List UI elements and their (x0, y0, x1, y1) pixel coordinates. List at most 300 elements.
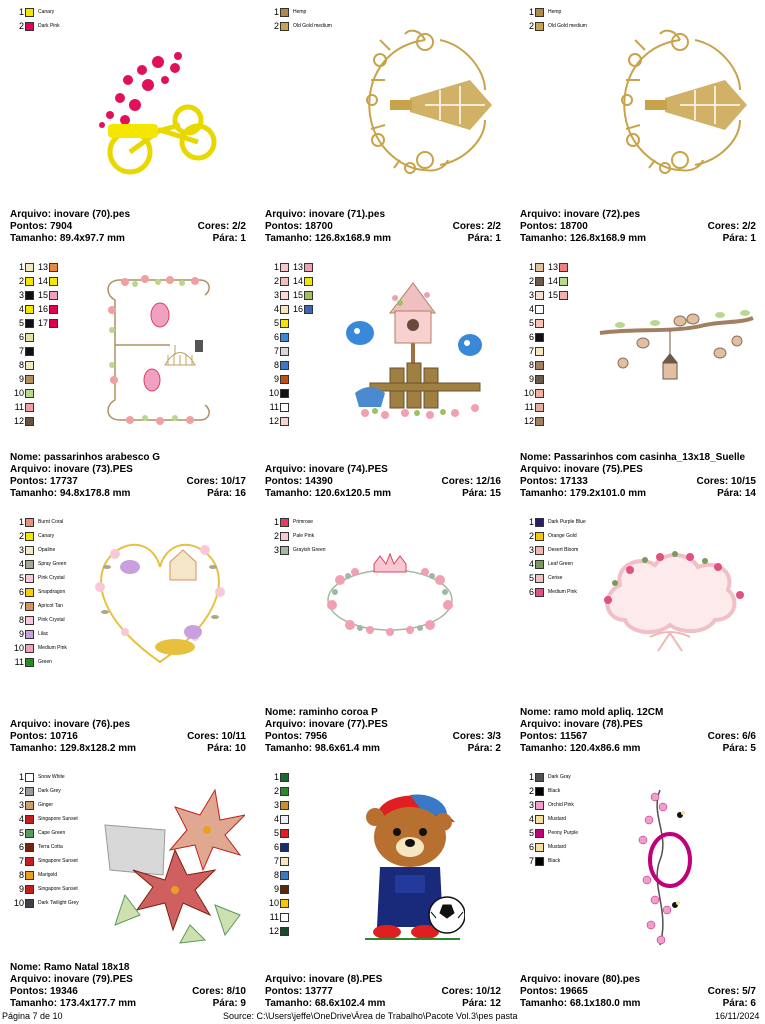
color-swatch (25, 843, 34, 852)
color-legend (14, 261, 34, 429)
stop-count: Pára: 14 (717, 488, 756, 499)
design-name: Nome: raminho coroa P (265, 707, 378, 718)
color-index: 12 (269, 416, 280, 426)
color-index: 2 (528, 276, 534, 286)
color-swatch (280, 277, 289, 286)
design-cell (510, 255, 765, 510)
design-size: Tamanho: 98.6x61.4 mm (265, 743, 380, 754)
color-index: 5 (528, 828, 534, 838)
color-swatch-row (269, 516, 326, 528)
color-swatch-row (14, 600, 67, 612)
color-swatch-row (269, 289, 289, 301)
color-index: 9 (273, 884, 279, 894)
color-index: 2 (18, 531, 24, 541)
color-swatch-row (269, 841, 289, 853)
color-swatch-row (269, 373, 289, 385)
color-swatch-row (524, 401, 544, 413)
color-swatch (280, 263, 289, 272)
color-name: Orange Gold (548, 533, 577, 539)
design-cell (255, 765, 510, 1020)
color-name: Primrose (293, 519, 314, 525)
color-swatch-row (14, 799, 79, 811)
color-swatch-row (293, 261, 313, 273)
stitch-count: Pontos: 19346 (10, 986, 78, 997)
stitch-count: Pontos: 18700 (520, 221, 588, 232)
color-swatch (535, 8, 544, 17)
color-swatch (535, 417, 544, 426)
color-swatch (25, 602, 34, 611)
color-swatch-row (269, 20, 332, 32)
color-index: 9 (528, 374, 534, 384)
color-swatch (535, 291, 544, 300)
color-legend (524, 771, 578, 869)
embroidery-preview-image (85, 532, 235, 677)
color-legend (14, 516, 67, 670)
color-swatch-row (269, 261, 289, 273)
color-index: 15 (548, 290, 559, 300)
color-swatch-row (14, 869, 79, 881)
color-swatch (535, 277, 544, 286)
color-swatch (559, 291, 568, 300)
color-swatch (25, 347, 34, 356)
color-swatch (25, 305, 34, 314)
stitch-count: Pontos: 14390 (265, 476, 333, 487)
embroidery-preview-image (95, 785, 245, 950)
color-swatch-row (293, 289, 313, 301)
color-index: 3 (528, 290, 534, 300)
color-name: Medium Pink (548, 589, 577, 595)
design-size: Tamanho: 126.8x168.9 mm (265, 233, 391, 244)
color-swatch-row (14, 813, 79, 825)
color-name: Medium Pink (38, 645, 67, 651)
color-name: Snapdragon (38, 589, 66, 595)
color-swatch-row (524, 841, 578, 853)
color-swatch (280, 546, 289, 555)
color-index: 12 (14, 416, 25, 426)
color-swatch (535, 787, 544, 796)
color-index: 1 (18, 7, 24, 17)
color-index: 8 (273, 360, 279, 370)
color-swatch (304, 305, 313, 314)
color-swatch-row (524, 345, 544, 357)
color-name: Dark Purple Blue (548, 519, 586, 525)
color-count: Cores: 5/7 (707, 986, 756, 997)
color-name: Singapore Sunset (38, 858, 78, 864)
color-swatch-row (14, 20, 60, 32)
design-name: Nome: ramo mold apliq. 12CM (520, 707, 664, 718)
color-name: Marigold (38, 872, 58, 878)
color-index: 2 (18, 786, 24, 796)
stitch-count: Pontos: 19665 (520, 986, 588, 997)
color-name: Old Gold medium (293, 23, 332, 29)
embroidery-preview-image (625, 785, 695, 955)
design-cell (255, 0, 510, 255)
color-swatch (49, 305, 58, 314)
color-swatch-row (269, 813, 289, 825)
color-swatch-row (14, 897, 79, 909)
stitch-count: Pontos: 10716 (10, 731, 78, 742)
color-name: Lilac (38, 631, 49, 637)
design-name: Nome: passarinhos arabesco G (10, 452, 161, 463)
color-index: 11 (14, 402, 24, 412)
color-swatch-row (14, 572, 67, 584)
color-swatch (280, 291, 289, 300)
stitch-count: Pontos: 7956 (265, 731, 328, 742)
stop-count: Pára: 10 (207, 743, 246, 754)
color-swatch-row (14, 656, 67, 668)
color-swatch-row (14, 544, 67, 556)
color-swatch (535, 347, 544, 356)
color-swatch (280, 375, 289, 384)
design-size: Tamanho: 68.1x180.0 mm (520, 998, 641, 1009)
color-index: 6 (528, 332, 534, 342)
design-cell (510, 510, 765, 765)
color-swatch (280, 305, 289, 314)
color-swatch (25, 871, 34, 880)
color-name: Terra Cotta (38, 844, 63, 850)
color-name: Cerise (548, 575, 563, 581)
color-name: Peony Purple (548, 830, 579, 836)
color-index: 1 (18, 262, 24, 272)
color-index: 7 (273, 346, 279, 356)
color-swatch-row (269, 785, 289, 797)
color-swatch-row (14, 785, 79, 797)
color-index: 5 (528, 318, 534, 328)
color-swatch-row (524, 6, 587, 18)
color-index: 9 (18, 374, 24, 384)
color-swatch-row (14, 827, 79, 839)
color-swatch (535, 546, 544, 555)
color-swatch (280, 518, 289, 527)
color-swatch (535, 843, 544, 852)
color-name: Mustard (548, 816, 567, 822)
design-info (10, 452, 246, 500)
color-name: Hemp (293, 9, 307, 15)
color-name: Canary (38, 533, 55, 539)
color-index: 8 (18, 615, 24, 625)
color-swatch-row (14, 345, 34, 357)
color-swatch-row (269, 925, 289, 937)
color-count: Cores: 3/3 (452, 731, 501, 742)
color-name: Opaline (38, 547, 56, 553)
color-swatch (535, 560, 544, 569)
color-swatch (25, 333, 34, 342)
stop-count: Pára: 1 (212, 233, 246, 244)
color-swatch (535, 829, 544, 838)
color-index: 7 (18, 601, 24, 611)
color-swatch-row (38, 317, 58, 329)
design-size: Tamanho: 173.4x177.7 mm (10, 998, 136, 1009)
stitch-count: Pontos: 13777 (265, 986, 333, 997)
color-swatch-row (14, 614, 67, 626)
color-swatch-row (524, 813, 578, 825)
color-swatch-row (14, 289, 34, 301)
design-cell (510, 0, 765, 255)
design-name: Nome: Passarinhos com casinha_13x18_Suelle (520, 452, 746, 463)
color-swatch-row (14, 586, 67, 598)
color-index: 9 (18, 884, 24, 894)
color-index: 6 (18, 587, 24, 597)
color-index: 14 (548, 276, 559, 286)
color-swatch-row (269, 6, 332, 18)
color-index: 12 (269, 926, 280, 936)
color-swatch (280, 319, 289, 328)
color-swatch-row (269, 345, 289, 357)
color-swatch (25, 291, 34, 300)
embroidery-preview-image (355, 787, 465, 952)
color-name: Snow White (38, 774, 65, 780)
color-index: 11 (14, 657, 24, 667)
color-swatch (25, 857, 34, 866)
design-cell (255, 510, 510, 765)
embroidery-preview-image (100, 270, 220, 435)
color-swatch-row (269, 359, 289, 371)
color-swatch (280, 829, 289, 838)
color-swatch (535, 319, 544, 328)
stitch-count: Pontos: 11567 (520, 731, 588, 742)
color-swatch (25, 773, 34, 782)
color-index: 6 (528, 842, 534, 852)
color-swatch-row (14, 317, 34, 329)
color-swatch-row (14, 6, 60, 18)
color-index: 5 (18, 573, 24, 583)
color-index: 15 (38, 290, 49, 300)
color-count: Cores: 8/10 (192, 986, 246, 997)
color-index: 2 (528, 531, 534, 541)
color-swatch (49, 291, 58, 300)
design-cell (0, 765, 255, 1020)
design-size: Tamanho: 120.4x86.6 mm (520, 743, 641, 754)
color-swatch (304, 291, 313, 300)
color-index: 1 (273, 772, 279, 782)
color-count: Cores: 2/2 (707, 221, 756, 232)
color-index: 10 (269, 388, 280, 398)
color-index: 3 (273, 545, 279, 555)
color-index: 15 (293, 290, 304, 300)
color-name: Singapore Sunset (38, 886, 78, 892)
color-index: 1 (528, 517, 534, 527)
color-swatch (280, 927, 289, 936)
color-swatch (25, 899, 34, 908)
color-swatch-row (524, 387, 544, 399)
color-swatch (25, 560, 34, 569)
color-swatch (280, 857, 289, 866)
color-swatch-row (14, 771, 79, 783)
color-swatch (25, 389, 34, 398)
color-swatch-row (524, 586, 586, 598)
color-index: 4 (18, 814, 24, 824)
color-index: 2 (528, 786, 534, 796)
color-index: 3 (18, 290, 24, 300)
color-swatch-row (269, 799, 289, 811)
color-index: 5 (273, 828, 279, 838)
color-swatch-row (293, 275, 313, 287)
color-swatch (535, 403, 544, 412)
color-index: 3 (18, 800, 24, 810)
color-swatch (25, 319, 34, 328)
color-index: 6 (18, 332, 24, 342)
color-index: 4 (528, 559, 534, 569)
color-index: 4 (528, 304, 534, 314)
stitch-count: Pontos: 17737 (10, 476, 78, 487)
color-name: Burnt Coral (38, 519, 64, 525)
color-swatch (559, 263, 568, 272)
color-index: 8 (18, 870, 24, 880)
color-count: Cores: 10/11 (187, 731, 246, 742)
color-swatch (25, 644, 34, 653)
color-swatch (280, 787, 289, 796)
color-swatch (25, 518, 34, 527)
color-swatch-row (14, 275, 34, 287)
color-swatch (280, 333, 289, 342)
color-index: 1 (273, 262, 279, 272)
color-index: 1 (273, 517, 279, 527)
color-swatch (25, 375, 34, 384)
color-name: Pink Crystal (38, 617, 65, 623)
color-swatch (25, 277, 34, 286)
color-swatch (280, 843, 289, 852)
color-swatch (25, 361, 34, 370)
color-swatch-row (524, 785, 578, 797)
color-index: 7 (18, 346, 24, 356)
color-legend (269, 6, 332, 34)
color-swatch-row (269, 771, 289, 783)
file-name: Arquivo: inovare (79).PES (10, 974, 133, 985)
color-swatch (535, 263, 544, 272)
color-swatch-row (524, 317, 544, 329)
color-name: Mustard (548, 844, 567, 850)
design-size: Tamanho: 179.2x101.0 mm (520, 488, 646, 499)
color-index: 6 (18, 842, 24, 852)
color-count: Cores: 10/17 (186, 476, 246, 487)
color-swatch-row (14, 359, 34, 371)
color-swatch (25, 8, 34, 17)
color-name: Dark Twilight Grey (38, 900, 79, 906)
color-swatch-row (14, 387, 34, 399)
file-name: Arquivo: inovare (77).PES (265, 719, 388, 730)
design-size: Tamanho: 120.6x120.5 mm (265, 488, 391, 499)
color-index: 4 (528, 814, 534, 824)
color-swatch-row (269, 911, 289, 923)
design-info (265, 974, 501, 1010)
source-path: Source: C:\Users\jeffe\OneDrive\Área de Trabalho\Pacote Vol.3\pes pasta (223, 1011, 518, 1021)
stop-count: Pára: 6 (722, 998, 756, 1009)
color-index: 8 (273, 870, 279, 880)
color-index: 9 (18, 629, 24, 639)
color-swatch (49, 277, 58, 286)
color-index: 2 (18, 21, 24, 31)
color-swatch-row (269, 897, 289, 909)
stitch-count: Pontos: 18700 (265, 221, 333, 232)
color-name: Hemp (548, 9, 562, 15)
color-swatch (535, 801, 544, 810)
color-swatch-row (14, 642, 67, 654)
design-size: Tamanho: 94.8x178.8 mm (10, 488, 131, 499)
color-index: 1 (528, 262, 534, 272)
color-swatch-row (269, 331, 289, 343)
color-swatch (49, 263, 58, 272)
color-index: 1 (18, 772, 24, 782)
color-swatch (25, 885, 34, 894)
color-swatch-row (269, 855, 289, 867)
embroidery-preview-image (605, 20, 755, 185)
color-index: 11 (269, 912, 279, 922)
design-size: Tamanho: 89.4x97.7 mm (10, 233, 125, 244)
color-legend-extra (548, 261, 568, 303)
color-index: 5 (528, 573, 534, 583)
file-name: Arquivo: inovare (76).pes (10, 719, 131, 730)
color-index: 6 (528, 587, 534, 597)
color-index: 10 (14, 643, 25, 653)
color-name: Singapore Sunset (38, 816, 78, 822)
color-swatch (25, 22, 34, 31)
color-swatch-row (269, 303, 289, 315)
color-swatch (304, 277, 313, 286)
color-swatch (304, 263, 313, 272)
color-swatch (25, 801, 34, 810)
color-index: 6 (273, 842, 279, 852)
color-name: Black (548, 788, 561, 794)
file-name: Arquivo: inovare (74).PES (265, 464, 388, 475)
color-index: 7 (528, 856, 534, 866)
color-name: Black (548, 858, 561, 864)
color-swatch (535, 375, 544, 384)
color-swatch-row (269, 401, 289, 413)
color-swatch (535, 588, 544, 597)
color-swatch-row (524, 373, 544, 385)
color-index: 10 (269, 898, 280, 908)
design-cell (0, 510, 255, 765)
color-swatch (25, 417, 34, 426)
color-swatch-row (524, 530, 586, 542)
color-index: 1 (273, 7, 279, 17)
color-swatch (559, 277, 568, 286)
color-swatch (535, 815, 544, 824)
color-swatch-row (14, 558, 67, 570)
file-name: Arquivo: inovare (75).PES (520, 464, 643, 475)
stop-count: Pára: 2 (467, 743, 501, 754)
color-legend (524, 516, 586, 600)
embroidery-preview-image (335, 273, 495, 438)
color-swatch-row (524, 855, 578, 867)
color-index: 17 (38, 318, 49, 328)
color-index: 13 (293, 262, 304, 272)
file-name: Arquivo: inovare (72).pes (520, 209, 641, 220)
color-swatch-row (269, 317, 289, 329)
color-index: 3 (528, 800, 534, 810)
print-date: 16/11/2024 (715, 1011, 760, 1021)
color-index: 3 (528, 545, 534, 555)
color-swatch (280, 8, 289, 17)
color-index: 12 (524, 416, 535, 426)
color-name: Pink Crystal (38, 575, 65, 581)
design-size: Tamanho: 126.8x168.9 mm (520, 233, 646, 244)
design-cell (0, 255, 255, 510)
color-swatch-row (14, 415, 34, 427)
color-swatch-row (14, 516, 67, 528)
color-swatch-row (524, 261, 544, 273)
color-index: 3 (273, 800, 279, 810)
color-swatch (25, 630, 34, 639)
embroidery-preview-image (595, 303, 755, 398)
color-swatch-row (269, 827, 289, 839)
color-swatch (280, 871, 289, 880)
color-legend-extra (293, 261, 313, 317)
color-name: Old Gold medium (548, 23, 587, 29)
color-index: 10 (14, 388, 25, 398)
page-footer (0, 1011, 765, 1023)
color-swatch (535, 857, 544, 866)
